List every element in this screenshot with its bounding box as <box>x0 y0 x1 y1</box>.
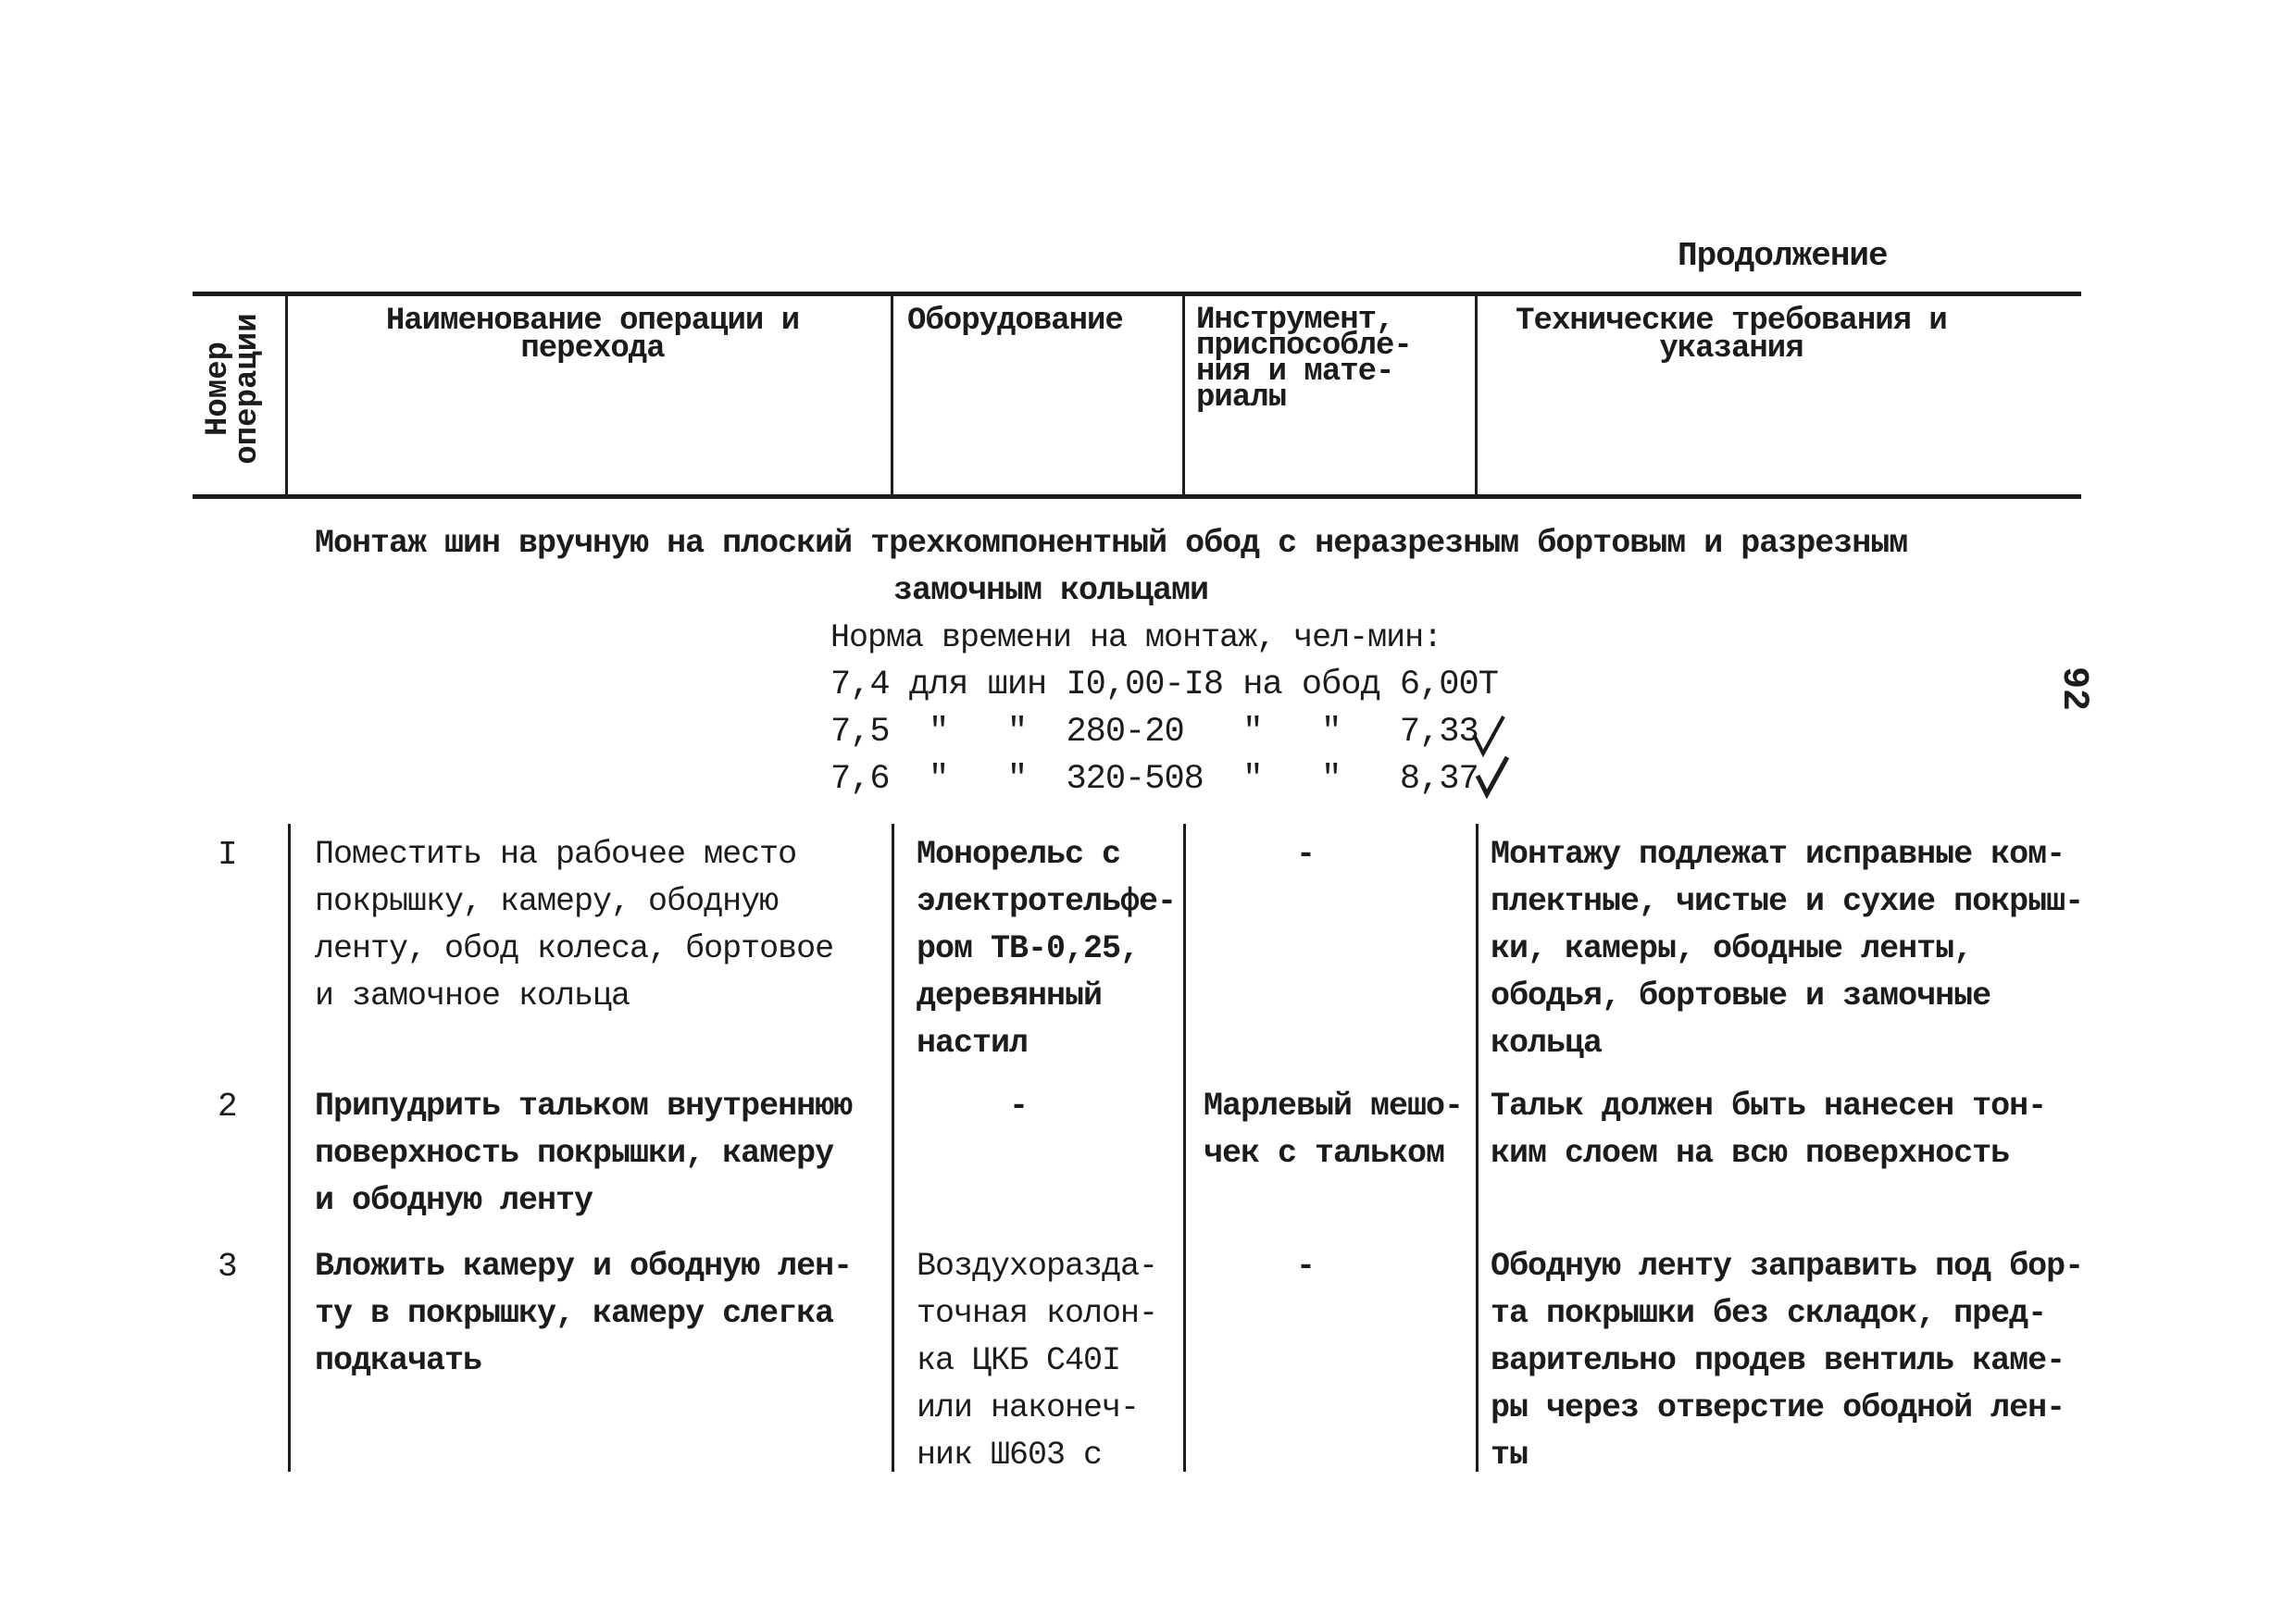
row-number: 3 <box>218 1248 238 1286</box>
header-operation-col: Наименование операции и перехода <box>385 304 800 367</box>
section-title-line2: замочным кольцами <box>893 572 1209 609</box>
row-operation: Вложить камеру и ободную лен- ту в покрышку, камеру слегка подкачать <box>315 1248 853 1379</box>
header-divider <box>1475 296 1478 494</box>
row-requirements: Ободную ленту заправить под бор- та покрышки без складок, пред- варительно продев вентиль каме- ры через отверстие ободной лен- ты <box>1491 1248 2084 1474</box>
body-divider <box>1476 824 1479 1472</box>
header-top-rule <box>193 292 2081 296</box>
section-title-line1: Монтаж шин вручную на плоский трехкомпонентный обод с неразрезным бортовым и разрезным <box>315 525 1908 562</box>
row-tools: - <box>1296 1248 1316 1285</box>
header-divider <box>1182 296 1185 494</box>
row-equipment: - <box>1009 1088 1029 1125</box>
row-operation: Поместить на рабочее место покрышку, камеру, ободную ленту, обод колеса, бортовое и замочное кольца <box>315 836 834 1014</box>
header-bottom-rule <box>193 494 2081 499</box>
header-divider <box>285 296 288 494</box>
header-requirements-col: Технические требования и указания <box>1516 304 1947 367</box>
continuation-label: Продолжение <box>1678 237 1888 275</box>
norm-line-2: 7,5 " " 280-20 " " 7,33 <box>830 713 1479 752</box>
checkmark-icon <box>1470 713 1507 759</box>
body-divider <box>1183 824 1186 1472</box>
row-operation: Припудрить тальком внутреннюю поверхность покрышки, камеру и ободную ленту <box>315 1088 853 1219</box>
header-divider <box>891 296 893 494</box>
row-requirements: Монтажу подлежат исправные ком- плектные, чистые и сухие покрыш- ки, камеры, ободные ленты, ободья, бортовые и замочные кольца <box>1491 836 2084 1062</box>
row-equipment: Воздухоразда- точная колон- ка ЦКБ С40I или наконеч- ник Ш603 с <box>917 1248 1158 1474</box>
body-divider <box>892 824 894 1472</box>
norm-line-1: 7,4 для шин I0,00-I8 на обод 6,00Т <box>830 666 1498 704</box>
checkmark-icon <box>1474 753 1511 800</box>
header-tools-col: Инструмент, приспособле- ния и мате- риалы <box>1196 303 1412 416</box>
header-number-col: Номер операции <box>201 313 266 465</box>
norm-line-3: 7,6 " " 320-508 " " 8,37 <box>830 760 1479 799</box>
row-requirements: Тальк должен быть нанесен тон- ким слоем на всю поверхность <box>1491 1088 2047 1172</box>
body-divider <box>288 824 291 1472</box>
row-tools: Марлевый мешо- чек с тальком <box>1204 1088 1464 1172</box>
page-number: 92 <box>2053 666 2094 712</box>
header-equipment-col: Оборудование <box>907 304 1123 339</box>
row-equipment: Монорельс с электротельфе- ром ТВ-0,25, деревянный настил <box>917 836 1177 1062</box>
norm-heading: Норма времени на монтаж, чел-мин: <box>830 619 1442 656</box>
row-number: 2 <box>218 1088 238 1126</box>
row-tools: - <box>1296 836 1316 873</box>
row-number: I <box>218 836 238 874</box>
